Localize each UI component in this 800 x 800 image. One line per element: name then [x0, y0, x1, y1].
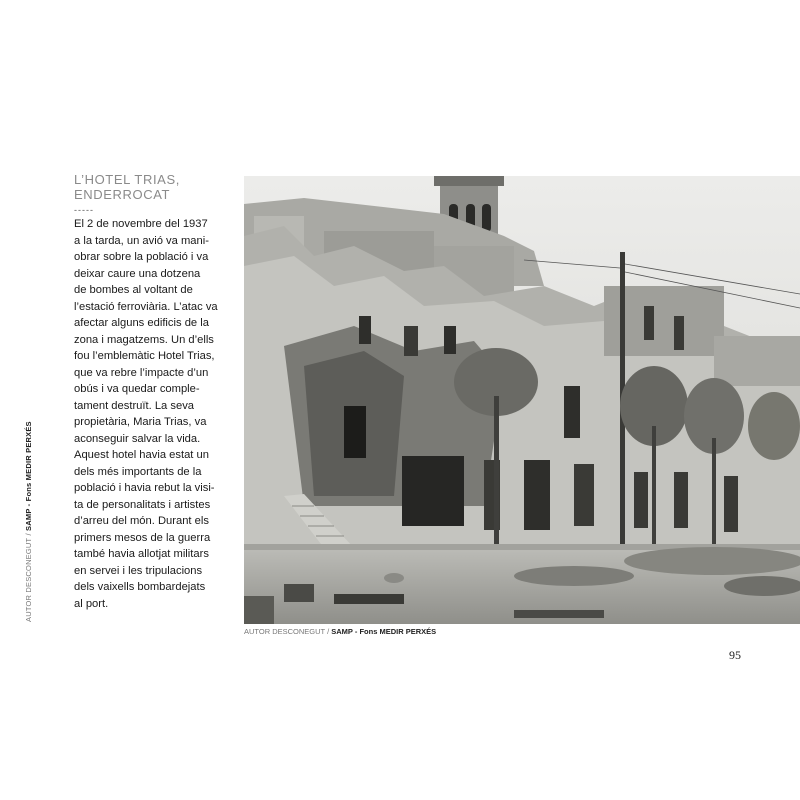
side-credit-author: AUTOR DESCONEGUT: [24, 537, 33, 622]
body-line: a la tarda, un avió va mani-: [74, 234, 209, 247]
body-line: afectar alguns edificis de la: [74, 317, 209, 329]
article-body: [74, 216, 246, 612]
body-line: aconseguir salvar la vida.: [74, 432, 201, 445]
body-line: dels més importants de la: [74, 465, 202, 478]
title-line-2: ENDERROCAT: [74, 187, 171, 202]
body-line: obrar sobre la població i va: [74, 251, 209, 263]
side-photo-credit: AUTOR DESCONEGUT / SAMP - Fons MEDIR PERXÉS: [24, 421, 33, 622]
body-line: ta de personalitats i artistes: [74, 498, 211, 511]
side-credit-fons: MEDIR PERXÉS: [24, 421, 33, 481]
side-credit-archive: SAMP: [24, 508, 33, 531]
body-line: propietària, Maria Trias, va: [74, 416, 207, 428]
body-line: població i havia rebut la visi-: [74, 482, 215, 494]
body-line: dels vaixells bombardejats: [74, 581, 206, 593]
body-line: zona i magatzems. Un d’ells: [74, 333, 214, 346]
body-line: que va rebre l’impacte d’un: [74, 366, 209, 379]
body-line: fou l’emblemàtic Hotel Trias,: [74, 350, 215, 362]
credit-archive: SAMP: [331, 627, 353, 636]
photo-credit: AUTOR DESCONEGUT / SAMP - Fons MEDIR PERXÉS: [244, 627, 437, 636]
body-line: de bombes al voltant de: [74, 284, 193, 296]
article-title: [74, 172, 234, 202]
body-line: també havia allotjat militars: [74, 548, 209, 560]
photo-illustration: [244, 176, 800, 624]
body-line: primers mesos de la guerra: [74, 531, 211, 544]
credit-author: AUTOR DESCONEGUT: [244, 627, 325, 636]
body-line: tament destruït. La seva: [74, 399, 195, 412]
body-line: El 2 de novembre del 1937: [74, 218, 208, 230]
title-separator: -----: [74, 205, 94, 215]
body-line: Aquest hotel havia estat un: [74, 449, 209, 461]
body-line: obús i va quedar comple-: [74, 383, 200, 395]
body-line: d’arreu del món. Durant els: [74, 515, 209, 527]
body-line: l’estació ferroviària. L’atac va: [74, 300, 218, 313]
body-line: deixar caure una dotzena: [74, 267, 201, 280]
body-line: en servei i les tripulacions: [74, 564, 203, 577]
title-line-1: L’HOTEL TRIAS,: [74, 172, 180, 187]
credit-fons: MEDIR PERXÉS: [379, 627, 437, 636]
historical-photo: [244, 176, 800, 624]
page-number: 95: [729, 648, 741, 662]
body-line: al port.: [74, 597, 109, 610]
